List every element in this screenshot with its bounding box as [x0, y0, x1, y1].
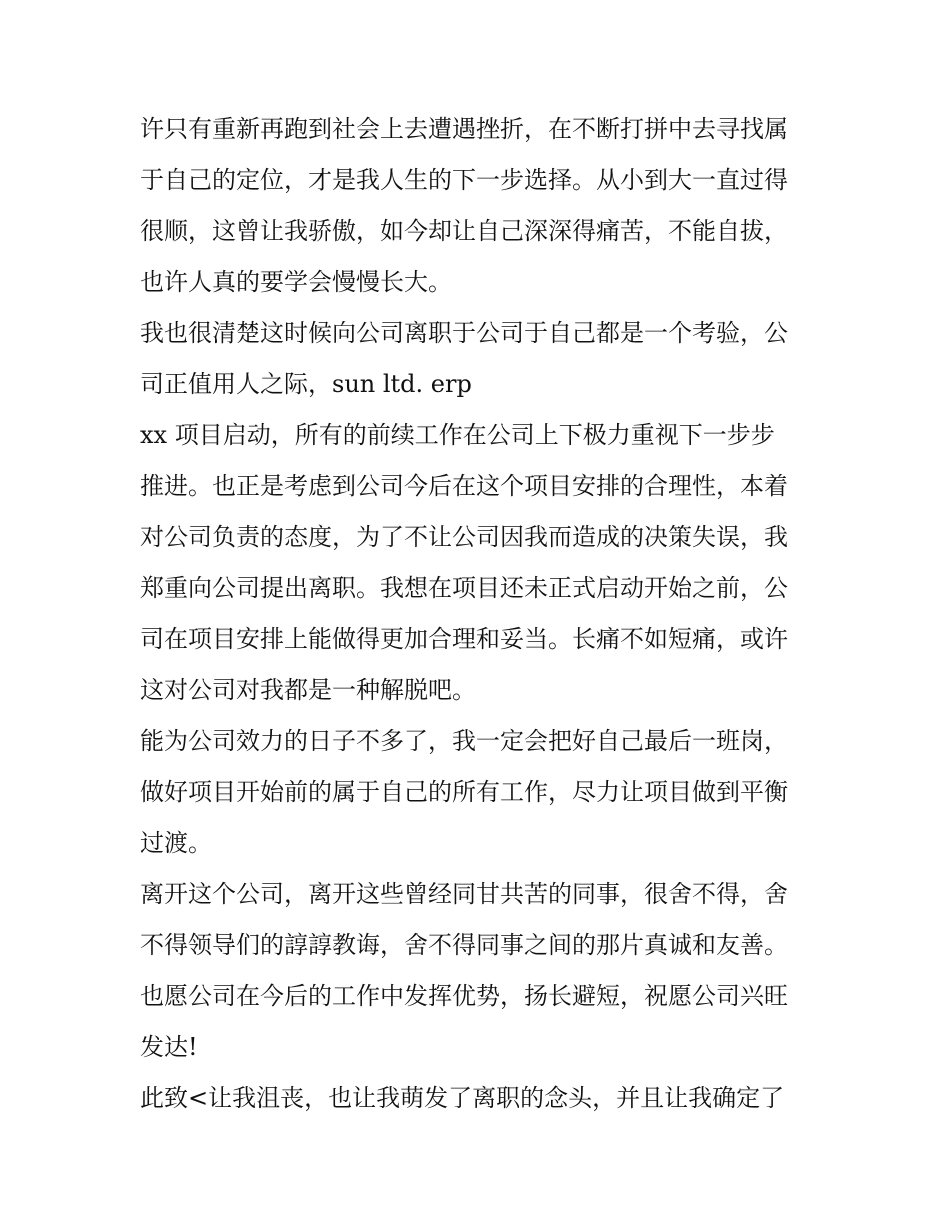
text-line: 司正值用人之际，sun ltd. erp: [140, 370, 472, 398]
text-line: xx 项目启动，所有的前续工作在公司上下极力重视下一步步: [140, 421, 775, 449]
text-line: 此致<让我沮丧，也让我萌发了离职的念头，并且让我确定了: [140, 1084, 785, 1112]
text-line: 这对公司对我都是一种解脱吧。: [140, 676, 476, 704]
text-line: 司在项目安排上能做得更加合理和妥当。长痛不如短痛，或许: [140, 625, 788, 653]
text-line: 也许人真的要学会慢慢长大。: [140, 268, 452, 296]
text-line: 许只有重新再跑到社会上去遭遇挫折，在不断打拼中去寻找属: [140, 115, 788, 143]
text-line: 离开这个公司，离开这些曾经同甘共苦的同事，很舍不得，舍: [140, 880, 788, 908]
text-line: 做好项目开始前的属于自己的所有工作，尽力让项目做到平衡: [140, 778, 788, 806]
text-line: 发达!: [140, 1033, 198, 1061]
text-line: 过渡。: [140, 829, 212, 857]
text-line: 我也很清楚这时候向公司离职于公司于自己都是一个考验，公: [140, 319, 788, 347]
text-line: 郑重向公司提出离职。我想在项目还未正式启动开始之前，公: [140, 574, 788, 602]
text-line: 能为公司效力的日子不多了，我一定会把好自己最后一班岗，: [140, 727, 788, 755]
text-line: 不得领导们的諄諄教诲，舍不得同事之间的那片真诚和友善。: [140, 931, 788, 959]
text-line: 对公司负责的态度，为了不让公司因我而造成的决策失误，我: [140, 523, 788, 551]
text-line: 也愿公司在今后的工作中发挥优势，扬长避短，祝愿公司兴旺: [140, 982, 788, 1010]
text-line: 推进。也正是考虑到公司今后在这个项目安排的合理性，本着: [140, 472, 788, 500]
text-line: 于自己的定位，才是我人生的下一步选择。从小到大一直过得: [140, 166, 788, 194]
document-body: [140, 104, 820, 1124]
text-line: 很顺，这曾让我骄傲，如今却让自己深深得痛苦，不能自拔，: [140, 217, 788, 245]
